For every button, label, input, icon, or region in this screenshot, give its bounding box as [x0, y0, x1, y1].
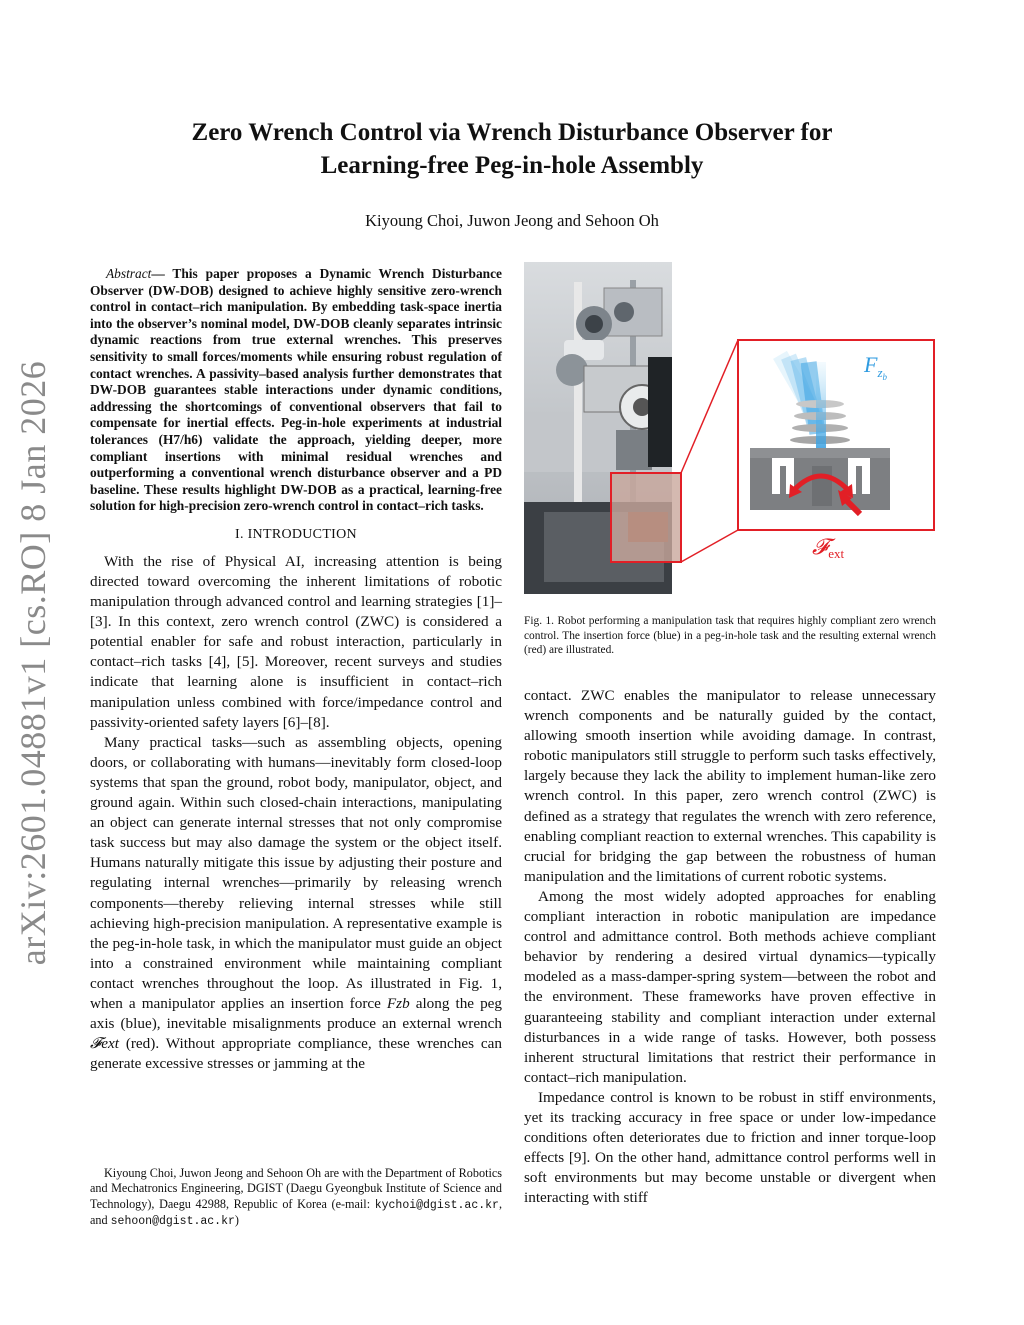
figure-graphic: [524, 262, 936, 596]
label-fzb-main: F: [864, 352, 878, 377]
email-link-2[interactable]: sehoon@dgist.ac.kr: [110, 1215, 235, 1229]
left-column: [90, 266, 502, 1074]
abstract-label: Abstract: [106, 266, 152, 281]
footnote-and: , and: [90, 1196, 502, 1228]
intro-p2-part-b: along the peg axis (blue), inevitable misalignments produce an external wrench: [90, 994, 502, 1033]
intro-p2-part-c: (red). Without appropriate compliance, these wrenches can generate excessive stresses or jamming at the: [90, 1035, 502, 1073]
footnote-end: ): [234, 1213, 239, 1228]
right-paragraph-1: contact. ZWC enables the manipulator to release unnecessary wrench components and be naturally guided by the contact, allowing smooth insertion while avoiding damage. In contrast, robotic manipulators still struggle to perform such tasks effectively, largely because they lack the ability to implement human-like zero wrench control. In this paper, zero wrench control (ZWC) is defined as a strategy that regulates the wrench with zero reference, enabling compliant reaction to external wrenches. This capability is crucial for bridging the gap between the robustness of human manipulation and the limitations of current robotic systems.: [524, 687, 936, 885]
label-fext-sub: ext: [828, 546, 845, 561]
paper-title: [90, 116, 934, 182]
symbol-fzb: Fzb: [386, 994, 410, 1012]
label-fzb-subsub: b: [882, 372, 888, 382]
title-line-2: Learning-free Peg-in-hole Assembly: [320, 152, 704, 179]
symbol-fext: 𝓕ext: [90, 1035, 119, 1053]
intro-body: [90, 552, 502, 1074]
figure-1: [524, 262, 936, 596]
intro-p2-part-a: Many practical tasks—such as assembling objects, opening doors, or collaborating with humans—inevitably form closed-loop systems that span the ground, robot body, manipulator, object, and ground again. Within such closed-chain interactions, manipulating an object can generate internal stresses that not only compromise task success but may also damage the system or the object itself. Humans naturally mitigate this issue by adjusting their posture and regulating internal wrenches—primarily by releasing wrench components—thereby relieving internal stresses while still achieving high-precision manipulation. A representative example is the peg-in-hole task, in which the manipulator must guide an object into a constrained environment while maintaining compliant contact wrenches throughout the loop. As illustrated in Fig. 1, when a manipulator applies an insertion force: [90, 733, 502, 1012]
label-fext: [812, 534, 845, 561]
arxiv-id: arXiv:2601.04881v1 [cs.RO] 8 Jan 2026: [13, 360, 53, 965]
label-fzb-sub: z: [877, 365, 883, 380]
footnote: [90, 1166, 502, 1230]
right-paragraph-2: Among the most widely adopted approaches for enabling compliant interaction in robotic manipulation are impedance control and admittance control. Both methods achieve compliant behavior by rendering a desired virtual dynamics—typically modeled as a mass-damper-spring system—between the robot and the environment. These frameworks have proven effective in guaranteeing stability and compliant interaction under external disturbances in a wide range of tasks. However, both possess inherent structural limitations that restrict their performance in contact–rich manipulation.: [524, 887, 936, 1086]
label-fext-main: 𝓕: [812, 534, 829, 559]
arxiv-watermark: [8, 360, 58, 965]
right-paragraph-3: Impedance control is known to be robust in stiff environments, yet its tracking accuracy in free space or under low-impedance conditions often deteriorates due to friction and inner torque-loop effects [9]. On the other hand, admittance control performs well in soft environments but may become unstable or divergent when interacting with stiff: [524, 1088, 936, 1207]
intro-paragraph-2: [90, 733, 502, 1075]
connector-top: [681, 340, 738, 473]
inset-diagram: [738, 340, 934, 530]
intro-paragraph-1: With the rise of Physical AI, increasing attention is being directed toward overcoming the inherent limitations of robotic manipulation through advanced control and learning strategies [1]–[3]. In this context, zero wrench control (ZWC) is considered a potential enabler for safe and robust interaction, particularly in contact–rich tasks [4], [5]. Moreover, recent surveys and studies indicate that learning alone is insufficient in contact–rich manipulation unless combined with force/impedance control and passivity-oriented safety layers [6]–[8].: [90, 552, 502, 731]
right-column: [524, 686, 936, 1208]
abstract: [90, 266, 502, 515]
connector-bottom: [681, 530, 738, 562]
abstract-text: — This paper proposes a Dynamic Wrench Disturbance Observer (DW-DOB) designed to achieve highly sensitive zero-wrench control in contact–rich manipulation. By embedding task-space inertia into the observer’s nominal model, DW-DOB cleanly separates intrinsic dynamic reactions from true external wrenches. This preserves sensitivity to small forces/moments while ensuring robust regulation of contact wrenches. A passivity–based analysis further demonstrates that DW-DOB guarantees stable interactions under dynamic conditions, addressing the shortcomings of conventional observers that fail to compensate for inertial effects. Peg-in-hole experiments at industrial tolerances (H7/h6) validate the approach, yielding deeper, more compliant insertions with minimal residual wrenches and outperforming a conventional wrench disturbance observer and a PD baseline. These results highlight DW-DOB as a practical, learning-free solution for high-precision zero-wrench control in contact–rich tasks.: [90, 266, 502, 514]
email-link-1[interactable]: kychoi@dgist.ac.kr: [374, 1198, 499, 1212]
author-list: Kiyoung Choi, Juwon Jeong and Sehoon Oh: [365, 211, 659, 230]
robot-photo: [524, 262, 680, 594]
title-line-1: Zero Wrench Control via Wrench Disturbance Observer for: [191, 119, 833, 146]
footnote-text: Kiyoung Choi, Juwon Jeong and Sehoon Oh are with the Department of Robotics and Mechatronics Engineering, DGIST (Daegu Gyeongbuk Institute of Science and Technology), Daegu 42988, Republic of Korea (e-mail:: [90, 1166, 502, 1211]
section-heading: I. INTRODUCTION: [235, 526, 357, 542]
figure-caption: Fig. 1. Robot performing a manipulation task that requires highly compliant zero wrench control. The insertion force (blue) in a peg-in-hole task and the resulting external wrench (red) are illustrated.: [524, 615, 936, 657]
